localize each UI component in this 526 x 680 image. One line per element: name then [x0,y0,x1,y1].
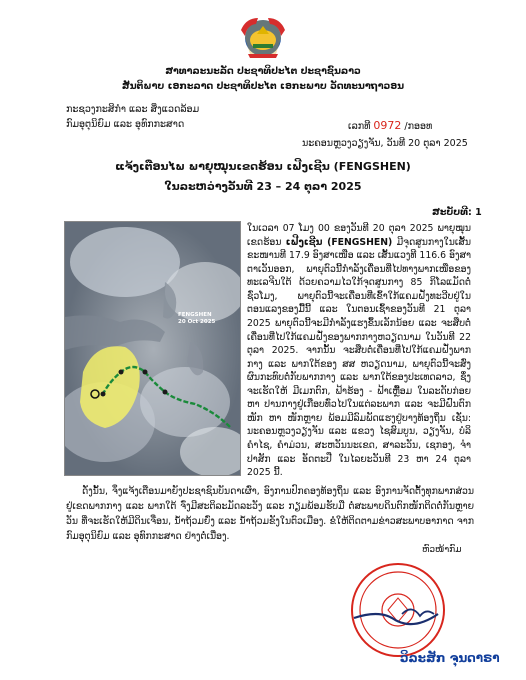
track-point [101,392,106,397]
doc-number-suffix: /ກອອທ [404,121,433,132]
state-motto: ສັນຕິພາບ ເອກະລາດ ປະຊາທິປະໄຕ ເອກະພາບ ວັດທະນາຖາວອນ [121,81,405,92]
storm-track-map [64,221,241,476]
issue-date: ນະຄອນຫຼວງວຽງຈັນ, ວັນທີ 20 ຕຸລາ 2025 [302,138,468,149]
doc-number-prefix: ເລກທີ [348,121,371,132]
document-subtitle: ໃນລະຫວ່າງວັນທີ 23 – 24 ຕຸລາ 2025 [164,180,362,193]
track-point [143,370,148,375]
bulletin-number: ສະບັບທີ: 1 [432,207,482,218]
department-name: ກົມອຸຕຸນິຍົມ ແລະ ອຸທົກກະສາດ [66,119,185,130]
satellite-image [65,222,241,476]
advisory-paragraph: ດັ່ງນັ້ນ, ຈຶ່ງແຈ້ງເຕືອນມາຍັງປະຊາຊົນບັນດາເຜົ່າ, ອົງການປົກຄອງທ້ອງຖິ່ນ ແລະ ອົງການຈັດຕັ້ງທຸກພາກສ່ວນຢູ່ເຂດພາກກາງ ແລະ ພາກໃຕ້ ຈົ່ງມີສະຕິລະມັດລະວັງ ແລະ ກຽມພ້ອມຮັບມື ຕໍ່ສະພາບດິນຕົກໜັກຕິດຕໍ່ກັນຫຼາຍວັນ ທີ່ຈະເຮັດໃຫ້ມີດິນເຈື່ອນ, ນ້ຳຖ້ວມຍົ່ງ ແລະ ນ້ຳຖ້ວມຂັງໃນຕົວເມືອງ. ຂໍໃຫ້ຕິດຕາມຂ່າວສະພາບອາກາດ ຈາກກົມອຸຕຸນິຍົມ ແລະ ອຸທົກກະສາດ ຢ່າງຕໍ່ເນື່ອງ. [66,486,474,542]
forecast-paragraph [247,222,471,480]
paragraph-intro: ໃນເວລາ 07 ໂມງ 00 ຂອງວັນທີ 20 ຕຸລາ 2025 ພາຍຸໝຸນເຂດຮ້ອນ [247,223,471,248]
track-point [119,370,124,375]
signatory-title: ຫົວໜ້າກົມ [422,545,462,555]
lao-national-emblem [238,14,288,58]
map-storm-date: 20 Oct 2025 [178,318,216,325]
state-name: ສາທາລະນະລັດ ປະຊາທິປະໄຕ ປະຊາຊົນລາວ [165,66,361,77]
document-number [348,119,432,134]
document-title: ແຈ້ງເຕືອນໄພ ພາຍຸໝຸນເຂດຮ້ອນ ເຟີງເຊີນ (FENGSHEN) [115,160,411,173]
doc-number-value: 0972 [373,119,402,132]
track-point [163,390,168,395]
ministry-name: ກະຊວງກະສິກຳ ແລະ ສິ່ງແວດລ້ອມ [66,104,200,115]
paragraph-detail: ມີຈຸດສູນກາງໃນເສັ້ນຂະໜານທີ 17.9 ອົງສາເໜືອ ແລະ ເສັ້ນແວງທີ 116.6 ອົງສາຕາເວັນອອກ, ພາຍຸຕົວນີ້ກຳລັງເຄື່ອນທີ່ໄປທາງພາກເໜືອຂອງທະເລຈີນໃຕ້ ດ້ວຍຄວາມໄວໃກ້ຈຸດສູນກາງ 85 ກິໂລແມັດຕໍ່ຊົ່ວໂມງ, ພາຍຸຕົວນີ້ຈະເຄື່ອນທີ່ເຂົ້າໃກ້ແຄມຝັ່ງທະວີບຢູ່ໃນຕອນແລງຂອງມື້ນີ້ ແລະ ໃນຕອນເຊົ້າຂອງວັນທີ 21 ຕຸລາ 2025 ພາຍຸຕົວນີ້ຈະມີກຳລັງແຮງຂຶ້ນເລັກນ້ອຍ ແລະ ຈະສືບຕໍ່ເຄື່ອນທີ່ໄປໃກ້ແຄມຝັ່ງຂອງພາກກາງຫວຽດນາມ ໃນວັນທີ 22 ຕຸລາ 2025. ຈາກນັ້ນ ຈະສືບຕໍ່ເຄື່ອນທີ່ໄປໃກ້ແຄມຝັ່ງພາກກາງ ແລະ ພາກໃຕ້ຂອງ ສສ ຫວຽດນາມ, ພາຍຸຕົວນີ້ຈະສົ່ງຜົນກະທົບຕໍ່ກັບພາກກາງ ແລະ ພາກໃຕ້ຂອງປະເທດລາວ, ຊຶ່ງຈະເຮັດໃຫ້ ມີເມກຕົກ, ຟ້າຮ້ອງ - ຟ້າເຫຼື້ອມ ໃນລະດັບກ່ອຍ ຫາ ປານກາງຢູ່ເກືອບທົ່ວໄປໃນແຕ່ລະພາກ ແລະ ຈະມີຝົນຕົກໜັກ ຫາ ໜັກຫຼາຍ ພ້ອມມີລົມພັດແຮງຢູ່ບາງທ້ອງຖິ່ນ ເຊັ່ນ: ນະຄອນຫຼວງວຽງຈັນ ແລະ ແຂວງ ໄຊສົມບູນ, ວຽງຈັນ, ບໍລິຄຳໄຊ, ຄຳມ່ວນ, ສະຫວັນນະເຂດ, ສາລະວັນ, ເຊກອງ, ຈຳປາສັກ ແລະ ອັດຕະປື ໃນໄລຍະວັນທີ 23 ຫາ 24 ຕຸລາ 2025 ນີ້. [247,236,471,479]
signatory-name: ວິລະສັກ ຈຸນດາຣາ [400,651,500,665]
map-storm-name: FENGSHEN [178,312,212,318]
map-storm-label [178,312,215,325]
official-stamp [342,558,454,662]
storm-name: ເຟີງເຊີນ (FENGSHEN) [285,236,393,248]
